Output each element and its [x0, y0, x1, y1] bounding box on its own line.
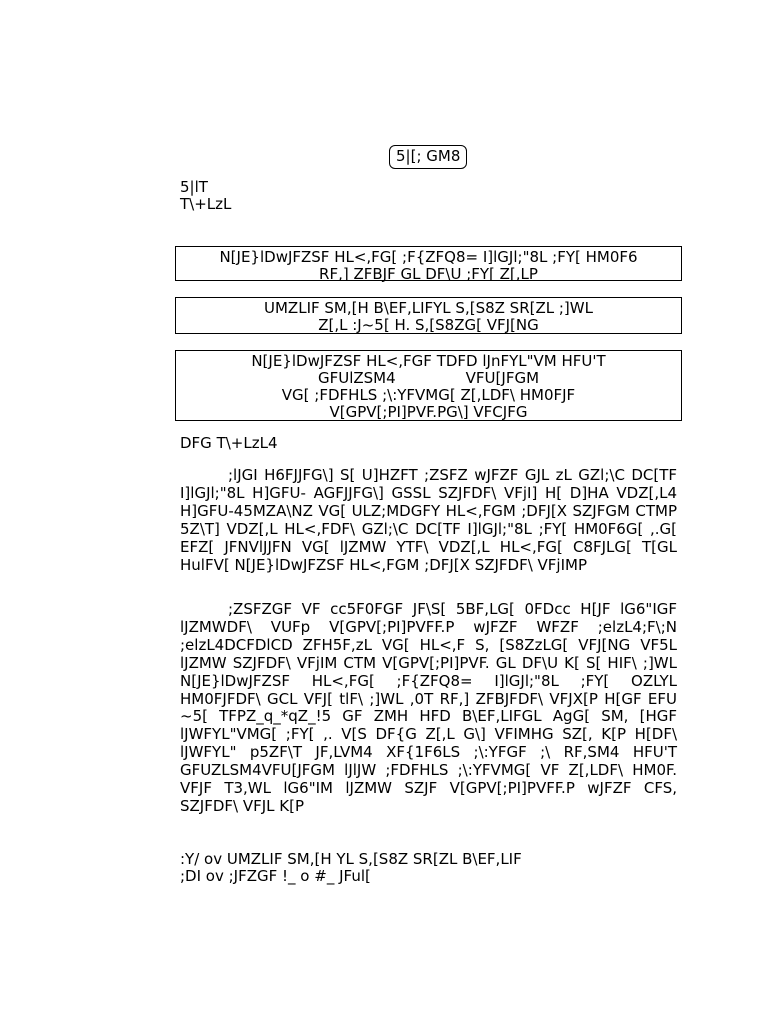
body-paragraph-2-text: ;ZSFZGF VF cc5F0FGF JF\S[ 5BF,LG[ 0FDcc H[JF lG6"IGF lJZMWDF\ VUFp V[GPV[;PI]PVFF.P wJFZF WFZF ;elzL4;F\;N ;elzL4DCFDlCD ZFH5F,zL VG[ HL<,F S, [S8ZzLG[ VFJ[NG VF5L lJZMW SZJFDF\ VFjIM CTM V[GPV[;PI]PVF. GL DF\U K[ S[ HIF\ ;]WL N[JE}lDwJFZSF HL<,FG[ ;F{ZFQ8= I]lGJl;"8L ;FY[ OZLYL HM0FJFDF\ GCL VFJ[ tlF\ ;]WL ,0T RF,] ZFBJFDF\ VFJX[P H[GF EFU ~5[ TFPZ_q_*qZ_!5 GF ZMH HFD B\EF,LIFGL AgG[ SM, [HGF lJWFYL"VMG[ ;FY[ ,. V[S DF{G Z[,L G\] VFIMHG SZ[, K[P H[DF\ lJWFYL" p5ZF\T JF,LVM4 XF{1F6LS ;\:YFGF ;\ RF,SM4 HFU'T GFUZLSM4VFU[JFGM lJlJW ;FDFHLS ;\:YFVMG[ VF Z[,LDF\ HM0F. VFJF T3,WL lG6"IM lJZMW SZJF V[GPV[;PI]PVFF.P wJFZF CFS, SZJFDF\ VFJL K[P: [180, 600, 677, 815]
subject-box-1-line-2: RF,] ZFBJF GL DF\U ;FY[ Z[,LP: [319, 265, 538, 283]
subject-box-3-line-4: V[GPV[;PI]PVF.PG\] VFCJFG: [329, 403, 528, 421]
body-paragraph-2: [180, 601, 677, 816]
recipient-block: [180, 179, 231, 213]
subject-box-3-line-2-b: VFU[JFGM: [465, 369, 540, 387]
subject-box-3-line-2: [182, 370, 675, 387]
subject-box-1: [175, 246, 682, 281]
subject-box-3-line-2-a: GFUlZSM4: [317, 369, 396, 387]
subject-box-2-line-1: UMZLIF SM,[H B\EF,LIFYL S,[S8Z SR[ZL ;]WL: [264, 299, 593, 317]
footer-place: :Y/ ov UMZLIF SM,[H YL S,[S8Z SR[ZL B\EF,LIF: [180, 850, 522, 868]
body-paragraph-1-text: ;lJGI H6FJJFG\] S[ U]HZFT ;ZSFZ wJFZF GJL zL GZl;\C DC[TF I]lGJl;"8L H]GFU- AGFJJFG\] GSSL SZJFDF\ VFjI] H[ D]HA VDZ[,L4 H]GFU-45MZA\NZ VG[ ULZ;MDGFY HL<,FGM ;DFJ[X SZJFGM CTMP 5Z\T] VDZ[,L HL<,FDF\ GZl;\C DC[TF I]lGJl;"8L ;FY[ HM0F6G[ ,.G[ EFZ[ JFNVlJJFN VG[ lJZMW YTF\ VDZ[,L HL<,FG[ C8FJLG[ T[GL HulFV[ N[JE}lDwJFZSF HL<,FGM ;DFJ[X SZJFDF\ VFjIMP: [180, 466, 677, 574]
subject-box-3-line-1: N[JE}lDwJFZSF HL<,FGF TDFD lJnFYL"VM HFU'T: [251, 352, 606, 370]
salutation: DFG T\+LzL4: [180, 434, 278, 452]
document-title-badge: [389, 145, 467, 169]
document-title: 5|[; GM8: [396, 147, 461, 165]
footer-time: ;DI ov ;JFZGF !_ o #_ JFul[: [180, 867, 371, 885]
body-paragraph-1: [180, 467, 677, 574]
footer-block: [180, 851, 522, 885]
recipient-line-1: 5|lT: [180, 178, 208, 196]
subject-box-3-line-3: VG[ ;FDFHLS ;\:YFVMG[ Z[,LDF\ HM0FJF: [281, 386, 576, 404]
subject-box-2: [175, 297, 682, 334]
subject-box-2-line-2: Z[,L :J~5[ H. S,[S8ZG[ VFJ[NG: [318, 316, 539, 334]
recipient-line-2: T\+LzL: [180, 195, 232, 213]
subject-box-3: [175, 350, 682, 421]
subject-box-1-line-1: N[JE}lDwJFZSF HL<,FG[ ;F{ZFQ8= I]lGJl;"8L ;FY[ HM0F6: [219, 248, 638, 266]
